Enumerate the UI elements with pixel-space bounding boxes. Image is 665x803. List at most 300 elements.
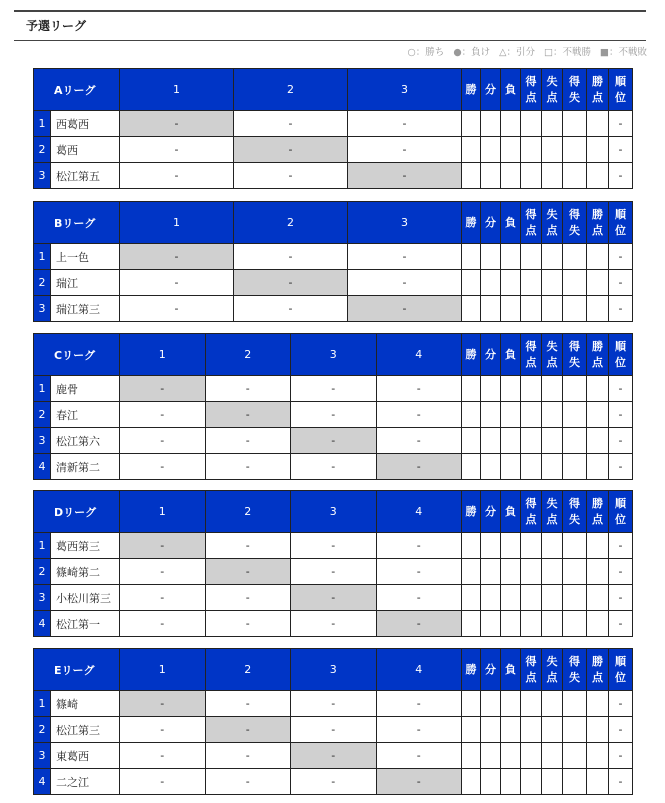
stat-cell [587,296,609,322]
rank-cell: - [609,691,633,717]
section-header [14,10,646,41]
stat-cell [521,244,542,270]
stat-cell [587,585,609,611]
stat-cell [521,533,542,559]
team-row [34,296,633,322]
stat-column-header: 負 [501,649,521,691]
stat-cell [563,270,587,296]
stat-cell [462,296,481,322]
match-result-cell: - [291,769,377,795]
stat-cell [563,454,587,480]
league-table [33,333,633,480]
match-result-cell: - [205,691,291,717]
stat-cell [462,533,481,559]
opponent-column-header: 3 [348,202,462,244]
team-number: 1 [34,376,51,402]
self-match-cell: - [120,244,234,270]
stat-column-header: 順 位 [609,202,633,244]
stat-column-header: 勝 点 [587,334,609,376]
match-result-cell: - [205,454,291,480]
stat-cell [462,111,481,137]
league-table [33,68,633,189]
stat-cell [587,163,609,189]
stat-cell [462,163,481,189]
stat-cell [521,691,542,717]
stat-cell [542,769,563,795]
match-result-cell: - [291,402,377,428]
opponent-column-header: 1 [120,69,234,111]
stat-cell [462,743,481,769]
team-row [34,402,633,428]
result-legend [402,44,648,58]
team-name: 小松川第三 [51,585,120,611]
opponent-column-header: 4 [376,334,462,376]
match-result-cell: - [120,428,206,454]
stat-cell [481,454,501,480]
team-name: 上一色 [51,244,120,270]
opponent-column-header: 4 [376,491,462,533]
stat-cell [563,402,587,428]
stat-cell [587,717,609,743]
stat-cell [481,244,501,270]
match-result-cell: - [120,611,206,637]
legend-default-loss: ■：不戦敗 [600,47,647,58]
stat-cell [481,270,501,296]
stat-cell [462,585,481,611]
self-match-cell: - [348,163,462,189]
match-result-cell: - [120,743,206,769]
rank-cell: - [609,717,633,743]
team-row [34,428,633,454]
stat-cell [542,743,563,769]
stat-cell [501,454,521,480]
stat-cell [587,270,609,296]
stat-cell [587,402,609,428]
stat-column-header: 勝 [462,69,481,111]
stat-cell [462,717,481,743]
team-number: 4 [34,454,51,480]
team-row [34,270,633,296]
team-number: 3 [34,743,51,769]
league-name: Eリーグ [34,649,120,691]
team-name: 東葛西 [51,743,120,769]
team-number: 1 [34,691,51,717]
match-result-cell: - [234,163,348,189]
team-row [34,717,633,743]
stat-cell [521,769,542,795]
match-result-cell: - [291,611,377,637]
stat-cell [563,559,587,585]
stat-column-header: 分 [481,69,501,111]
team-row [34,137,633,163]
team-name: 松江第六 [51,428,120,454]
team-name: 松江第三 [51,717,120,743]
stat-cell [501,769,521,795]
team-row [34,454,633,480]
match-result-cell: - [291,533,377,559]
stat-cell [462,691,481,717]
stat-cell [481,717,501,743]
opponent-column-header: 2 [234,202,348,244]
rank-cell: - [609,244,633,270]
stat-column-header: 得 失 [563,334,587,376]
stat-cell [481,296,501,322]
opponent-column-header: 3 [348,69,462,111]
stat-cell [501,376,521,402]
stat-cell [481,769,501,795]
stat-column-header: 得 失 [563,491,587,533]
stat-column-header: 順 位 [609,334,633,376]
stat-column-header: 負 [501,334,521,376]
stat-cell [462,137,481,163]
team-name: 春江 [51,402,120,428]
team-name: 葛西第三 [51,533,120,559]
match-result-cell: - [120,717,206,743]
team-row [34,559,633,585]
team-row [34,376,633,402]
opponent-column-header: 2 [234,69,348,111]
match-result-cell: - [205,585,291,611]
opponent-column-header: 1 [120,491,206,533]
self-match-cell: - [120,533,206,559]
stat-cell [542,402,563,428]
team-name: 鹿骨 [51,376,120,402]
team-row [34,533,633,559]
legend-default-win: □：不戦勝 [544,47,591,58]
opponent-column-header: 1 [120,649,206,691]
stat-cell [587,691,609,717]
stat-cell [587,769,609,795]
match-result-cell: - [291,376,377,402]
stat-cell [587,611,609,637]
rank-cell: - [609,454,633,480]
stat-cell [501,717,521,743]
stat-cell [542,717,563,743]
stat-cell [587,743,609,769]
rank-cell: - [609,585,633,611]
stat-column-header: 失 点 [542,69,563,111]
opponent-column-header: 4 [376,649,462,691]
team-row [34,611,633,637]
match-result-cell: - [291,691,377,717]
self-match-cell: - [376,769,462,795]
self-match-cell: - [120,111,234,137]
stat-cell [521,376,542,402]
match-result-cell: - [205,376,291,402]
team-name: 瑞江 [51,270,120,296]
self-match-cell: - [234,270,348,296]
rank-cell: - [609,402,633,428]
stat-column-header: 得 点 [521,202,542,244]
stat-cell [542,533,563,559]
stat-cell [563,428,587,454]
self-match-cell: - [348,296,462,322]
team-row [34,585,633,611]
team-number: 3 [34,296,51,322]
team-number: 4 [34,769,51,795]
stat-column-header: 勝 [462,491,481,533]
stat-cell [501,111,521,137]
stat-cell [542,611,563,637]
stat-cell [462,559,481,585]
stat-column-header: 負 [501,491,521,533]
stat-column-header: 得 点 [521,649,542,691]
team-name: 松江第五 [51,163,120,189]
match-result-cell: - [376,533,462,559]
stat-cell [587,111,609,137]
stat-cell [542,163,563,189]
stat-cell [521,402,542,428]
team-number: 4 [34,611,51,637]
rank-cell: - [609,559,633,585]
stat-column-header: 勝 [462,649,481,691]
stat-cell [481,376,501,402]
match-result-cell: - [291,559,377,585]
rank-cell: - [609,769,633,795]
self-match-cell: - [205,717,291,743]
stat-cell [563,163,587,189]
rank-cell: - [609,270,633,296]
stat-cell [563,585,587,611]
legend-win: ○：勝ち [407,47,445,58]
self-match-cell: - [376,454,462,480]
stat-cell [542,296,563,322]
league-name: Dリーグ [34,491,120,533]
stat-cell [563,691,587,717]
stat-cell [501,402,521,428]
match-result-cell: - [205,533,291,559]
stat-cell [481,163,501,189]
team-name: 清新第二 [51,454,120,480]
match-result-cell: - [205,611,291,637]
stat-cell [521,296,542,322]
stat-cell [521,454,542,480]
team-number: 3 [34,585,51,611]
stat-cell [587,559,609,585]
match-result-cell: - [205,769,291,795]
stat-cell [501,743,521,769]
stat-cell [542,559,563,585]
match-result-cell: - [376,376,462,402]
match-result-cell: - [120,296,234,322]
match-result-cell: - [348,137,462,163]
match-result-cell: - [348,244,462,270]
league-name: Bリーグ [34,202,120,244]
match-result-cell: - [348,270,462,296]
league-name: Aリーグ [34,69,120,111]
stat-cell [462,428,481,454]
opponent-column-header: 2 [205,334,291,376]
team-row [34,691,633,717]
match-result-cell: - [376,691,462,717]
stat-column-header: 勝 点 [587,491,609,533]
stat-cell [587,244,609,270]
stat-column-header: 分 [481,202,501,244]
stat-cell [462,270,481,296]
self-match-cell: - [291,743,377,769]
rank-cell: - [609,137,633,163]
legend-loss: ●：負け [453,47,491,58]
stat-cell [563,743,587,769]
stat-column-header: 失 点 [542,649,563,691]
stat-cell [563,533,587,559]
match-result-cell: - [291,454,377,480]
stat-cell [501,270,521,296]
stat-cell [462,402,481,428]
stat-cell [501,163,521,189]
stat-cell [587,376,609,402]
self-match-cell: - [120,691,206,717]
match-result-cell: - [205,743,291,769]
team-number: 1 [34,244,51,270]
stat-column-header: 得 点 [521,69,542,111]
stat-cell [563,137,587,163]
team-number: 2 [34,559,51,585]
match-result-cell: - [376,717,462,743]
stat-column-header: 失 点 [542,491,563,533]
self-match-cell: - [376,611,462,637]
stat-cell [521,585,542,611]
stat-cell [587,428,609,454]
team-row [34,769,633,795]
page-title: 予選リーグ [26,19,87,33]
rank-cell: - [609,428,633,454]
self-match-cell: - [291,428,377,454]
stat-cell [481,402,501,428]
rank-cell: - [609,743,633,769]
match-result-cell: - [120,270,234,296]
stat-column-header: 失 点 [542,202,563,244]
stat-column-header: 得 失 [563,202,587,244]
stat-cell [521,111,542,137]
match-result-cell: - [120,559,206,585]
stat-cell [462,769,481,795]
stat-cell [481,585,501,611]
stat-cell [481,428,501,454]
stat-column-header: 順 位 [609,69,633,111]
team-name: 二之江 [51,769,120,795]
stat-cell [481,559,501,585]
team-number: 2 [34,137,51,163]
team-number: 1 [34,111,51,137]
stat-cell [481,691,501,717]
rank-cell: - [609,296,633,322]
stat-cell [501,244,521,270]
match-result-cell: - [120,402,206,428]
stat-cell [481,111,501,137]
legend-draw: △：引分 [499,47,535,58]
self-match-cell: - [205,559,291,585]
stat-cell [501,585,521,611]
stat-cell [542,454,563,480]
stat-column-header: 勝 点 [587,69,609,111]
match-result-cell: - [120,137,234,163]
opponent-column-header: 3 [291,649,377,691]
team-name: 篠崎第二 [51,559,120,585]
opponent-column-header: 3 [291,491,377,533]
stat-column-header: 分 [481,491,501,533]
match-result-cell: - [291,717,377,743]
rank-cell: - [609,533,633,559]
match-result-cell: - [205,428,291,454]
stat-cell [462,454,481,480]
stat-cell [563,769,587,795]
team-name: 松江第一 [51,611,120,637]
stat-column-header: 得 点 [521,334,542,376]
match-result-cell: - [120,585,206,611]
match-result-cell: - [376,559,462,585]
match-result-cell: - [120,769,206,795]
opponent-column-header: 3 [291,334,377,376]
stat-column-header: 分 [481,649,501,691]
stat-cell [462,376,481,402]
match-result-cell: - [234,111,348,137]
stat-cell [563,111,587,137]
stat-column-header: 得 失 [563,69,587,111]
stat-column-header: 失 点 [542,334,563,376]
stat-column-header: 得 点 [521,491,542,533]
team-row [34,743,633,769]
stat-cell [587,454,609,480]
stat-column-header: 負 [501,69,521,111]
stat-cell [521,270,542,296]
stat-cell [521,163,542,189]
stat-cell [521,743,542,769]
stat-cell [563,244,587,270]
stat-cell [587,137,609,163]
team-name: 瑞江第三 [51,296,120,322]
stat-cell [587,533,609,559]
stat-column-header: 勝 点 [587,202,609,244]
stat-cell [462,244,481,270]
stat-column-header: 勝 点 [587,649,609,691]
match-result-cell: - [348,111,462,137]
opponent-column-header: 2 [205,649,291,691]
stat-column-header: 順 位 [609,491,633,533]
stat-cell [542,691,563,717]
stat-cell [481,611,501,637]
stat-cell [501,691,521,717]
team-number: 2 [34,717,51,743]
stat-cell [542,270,563,296]
stat-cell [563,296,587,322]
match-result-cell: - [120,163,234,189]
team-row [34,244,633,270]
match-result-cell: - [234,244,348,270]
stat-cell [542,111,563,137]
stat-column-header: 得 失 [563,649,587,691]
match-result-cell: - [376,743,462,769]
match-result-cell: - [376,428,462,454]
stat-cell [521,611,542,637]
team-name: 篠崎 [51,691,120,717]
stat-cell [501,137,521,163]
stat-cell [481,137,501,163]
stat-cell [542,585,563,611]
stat-cell [521,559,542,585]
team-number: 1 [34,533,51,559]
stat-column-header: 分 [481,334,501,376]
stat-cell [563,717,587,743]
self-match-cell: - [205,402,291,428]
self-match-cell: - [291,585,377,611]
stat-cell [521,137,542,163]
team-row [34,111,633,137]
opponent-column-header: 1 [120,202,234,244]
team-name: 葛西 [51,137,120,163]
rank-cell: - [609,611,633,637]
team-number: 3 [34,163,51,189]
